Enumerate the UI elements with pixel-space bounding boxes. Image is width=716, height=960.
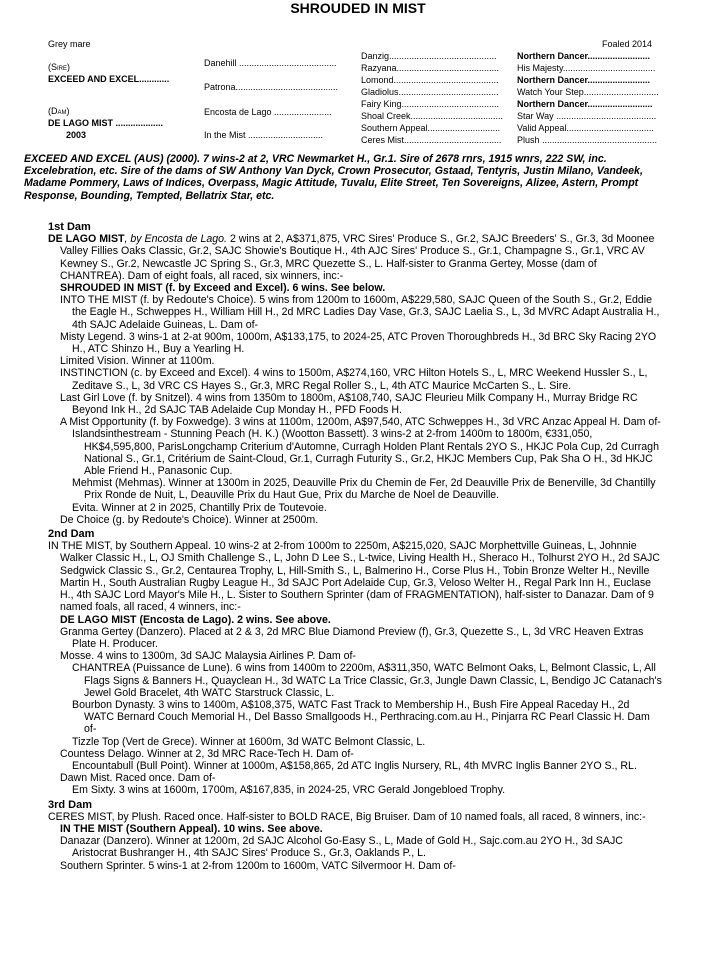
pedigree-ancestor: Star Way ........................................ bbox=[517, 111, 657, 121]
dam-entry bbox=[48, 233, 662, 282]
dam-entry: CERES MIST, by Plush. Raced once. Half-sister to BOLD RACE, Big Bruiser. Dam of 10 named foals, all raced, 8 winners, inc:- bbox=[48, 810, 646, 823]
dam-entry: IN THE MIST, by Southern Appeal. 10 wins-2 at 2-from 1000m to 2250m, A$215,020, SAJC Morphettville Guineas, L, Johnnie Walker Classic H., L, OJ Smith Challenge S., L, John D Lee S., L-twice, Living Health H., Sheraco H., Tolhurst 2YO H., 2d SAJC Sedgwick Classic S., Gr.2, Centaurea Trophy, L, Hill-Smith S., L, Balmerino H., Corse Plus H., Tobin Bronze Welter H., Neville Martin H., South Australian Rugby League H., 3d SAJC Port Adelaide Cup, Gr.3, Veloso Welter H., Regal Park Inn H., Euclase H., 4th SAJC Lord Mayor's Mile H., L. Sister to Southern Sprinter (dam of FRAGMENTATION), half-sister to Danazar. Dam of 9 named foals, all raced, 4 winners, inc:- bbox=[48, 540, 660, 614]
produce-entry: Bourbon Dynasty. 3 wins to 1400m, A$108,375, WATC Fast Track to Membership H., Bush Fire Appeal Raceday H., 2d WATC Bernard Couch Memorial H., Del Basso Smallgoods H., Perthracing.com.au H., Pinjarra RC Pearl Classic H. Dam of- bbox=[72, 698, 650, 736]
pedigree-gen4 bbox=[517, 50, 659, 146]
produce-entry: Islandsinthestream - Stunning Peach (H. K.) (Wootton Bassett). 3 wins-2 at 2-from 1400m to 1800m, €331,050, HK$4,595,800, ParisLongchamp Criterium d'Automne, Curragh Holden Plant Rentals 2YO S., HKJC Pola Cup, 2d Curragh National S., Gr.1, Critérium de Saint-Cloud, Gr.1, Curragh Futurity S., Gr.2, HKJC Members Cup, Pak Sha O H., 3d HKJC Able Friend H., Panasonic Cup. bbox=[72, 428, 659, 478]
sire-name: EXCEED AND EXCEL............ bbox=[48, 74, 170, 84]
sire-note: , by Encosta de Lago. bbox=[124, 233, 227, 246]
pedigree-ancestor: Lomond.......................................... bbox=[361, 75, 499, 85]
pedigree-ancestor: Southern Appeal............................. bbox=[361, 123, 501, 133]
pedigree-ancestor: Watch Your Step.............................. bbox=[517, 87, 659, 97]
pedigree-ancestor: Razyana......................................... bbox=[361, 63, 500, 73]
produce-entry: IN THE MIST (Southern Appeal). 10 wins. See above. bbox=[60, 822, 323, 835]
sire-label: (Sire) bbox=[48, 62, 70, 72]
pedigree-gen2: In the Mist .............................. bbox=[204, 130, 324, 140]
race-record: 2 wins at 2, A$371,875, VRC Sires' Produce S., Gr.2, SAJC Breeders' S., Gr.3, 3d Moonee Valley Fillies Oaks Classic, Gr.2, SAJC Showie's Boutique H., 4th AJC Sires' Produce S., Gr.1, Champagne S., Gr.1, VRC AV Kewney S., Gr.2, Newcastle JC Spring S., Gr.3, MRC Quezette S., L. Half-sister to Granma Gertey, Mosse (dam of CHANTREA). Dam of eight foals, all raced, six winners, inc:- bbox=[60, 233, 655, 282]
pedigree-ancestor: Fairy King....................................... bbox=[361, 99, 500, 109]
section-heading: 3rd Dam bbox=[48, 798, 93, 811]
section-heading: 1st Dam bbox=[48, 221, 91, 233]
section-heading: 2nd Dam bbox=[48, 528, 95, 541]
produce-entry: Evita. Winner at 2 in 2025, Chantilly Prix de Toutevoie. bbox=[72, 501, 327, 514]
page-title: SHROUDED IN MIST bbox=[290, 0, 426, 16]
horse-name: DE LAGO MIST bbox=[48, 233, 125, 246]
sire-summary: EXCEED AND EXCEL (AUS) (2000). 7 wins-2 at 2, VRC Newmarket H., Gr.1. Sire of 2678 rnrs, 1915 wnrs, 222 SW, inc. Excelebration, etc. Sire of the dams of SW Anthony Van Dyck, Crown Prosecutor, Gstaad, Tentyris, Justin Milano, Vandeek, Madame Pommery, Laws of Indices, Overpass, Magic Attitude, Tuvalu, Elite Street, Ten Sovereigns, Alizee, Astern, Prompt Response, Bounding, Tempted, Bellatrix Star, etc. bbox=[24, 153, 643, 202]
pedigree-gen3 bbox=[361, 50, 503, 146]
produce-entry: Last Girl Love (f. by Snitzel). 4 wins from 1350m to 1800m, A$108,740, SAJC Fleurieu Milk Company H., Murray Bridge RC Beyond Ink H., 2d SAJC TAB Adelaide Cup Monday H., PFD Foods H. bbox=[60, 391, 638, 417]
produce-entry: DE LAGO MIST (Encosta de Lago). 2 wins. See above. bbox=[60, 613, 331, 626]
produce-entry: CHANTREA (Puissance de Lune). 6 wins from 1400m to 2200m, A$311,350, WATC Belmont Oaks, L, Belmont Classic, L, All Flags Signs & Banners H., Quayclean H., 3d WATC La Trice Classic, Gr.3, Jungle Dawn Classic, L, Bendigo JC Catanach's Jewel Gold Bracelet, 4th WATC Starstruck Classic, L. bbox=[72, 662, 662, 699]
pedigree-ancestor: Plush .............................................. bbox=[517, 135, 658, 145]
produce-entry: Em Sixty. 3 wins at 1600m, 1700m, A$167,835, in 2024-25, VRC Gerald Jongebloed Trophy. bbox=[72, 784, 506, 797]
produce-entry: Countess Delago. Winner at 2, 3d MRC Race-Tech H. Dam of- bbox=[60, 747, 354, 760]
pedigree-ancestor: Northern Dancer.......................... bbox=[517, 99, 653, 109]
produce-entry: INTO THE MIST (f. by Redoute's Choice). 5 wins from 1200m to 1600m, A$229,580, SAJC Queen of the South S., Gr.2, Eddie the Eagle H., Schweppes H., William Hill H., 2d MRC Ladies Day Vase, Gr.3, SAJC Laelia S., L, 3d MVRC Adapt Australia H., 4th SAJC Adelaide Guineas, L. Dam of- bbox=[60, 294, 660, 331]
produce-entry: Granma Gertey (Danzero). Placed at 2 & 3, 2d MRC Blue Diamond Preview (f), Gr.3, Quezette S., L, 3d VRC Heaven Extras Plate H. Producer. bbox=[60, 625, 644, 650]
pedigree-ancestor: Northern Dancer......................... bbox=[517, 75, 651, 85]
produce-entry: Dawn Mist. Raced once. Dam of- bbox=[60, 772, 216, 785]
pedigree-gen2: Encosta de Lago ....................... bbox=[204, 107, 332, 117]
produce-entry: Danazar (Danzero). Winner at 1200m, 2d SAJC Alcohol Go-Easy S., L, Made of Gold H., Sajc.com.au 2YO H., 3d SAJC Aristocrat Bushranger H., 4th SAJC Sires' Produce S., Gr.3, Oaklands P., L. bbox=[60, 835, 623, 860]
produce-entry: Mehmist (Mehmas). Winner at 1300m in 2025, Deauville Prix du Chemin de Fer, 2d Deauville Prix de Benerville, 3d Chantilly Prix Ronde de Nuit, L, Deauville Prix du Haut Gue, Prix du Marche de Noel de Deauville. bbox=[72, 477, 656, 502]
pedigree-gen2: Danehill ....................................... bbox=[204, 58, 337, 68]
dam-year: 2003 bbox=[66, 130, 87, 140]
dam-name: DE LAGO MIST ................... bbox=[48, 118, 164, 128]
pedigree-ancestor: Danzig........................................... bbox=[361, 51, 497, 61]
pedigree-ancestor: Shoal Creek..................................... bbox=[361, 111, 504, 121]
pedigree-ancestor: Valid Appeal................................... bbox=[517, 123, 654, 133]
produce-entry: Misty Legend. 3 wins-1 at 2-at 900m, 1000m, A$133,175, to 2024-25, ATC Proven Thoroughbreds H., 3d BRC Sky Racing 2YO H., ATC Shinzo H., Buy a Yearling H. bbox=[60, 330, 657, 356]
produce-entry: Tizzle Top (Vert de Grece). Winner at 1600m, 3d WATC Belmont Classic, L. bbox=[72, 735, 426, 748]
produce-entry: Mosse. 4 wins to 1300m, 3d SAJC Malaysia Airlines P. Dam of- bbox=[60, 650, 356, 663]
produce-entry: Southern Sprinter. 5 wins-1 at 2-from 1200m to 1600m, VATC Silvermoor H. Dam of- bbox=[60, 859, 456, 872]
produce-entry: A Mist Opportunity (f. by Foxwedge). 3 wins at 1100m, 1200m, A$97,540, ATC Schweppes H., 3d VRC Anzac Appeal H. Dam of- bbox=[60, 416, 661, 429]
pedigree-ancestor: Gladiolus........................................ bbox=[361, 87, 499, 97]
produce-entry: INSTINCTION (c. by Exceed and Excel). 4 wins to 1500m, A$274,160, VRC Hilton Hotels S., L, MRC Weekend Hussler S., L, Zeditave S., L, 3d VRC CS Hayes S., Gr.3, MRC Regal Roller S., L, 4th ATC Maurice McCarten S., L. Sire. bbox=[60, 367, 648, 392]
produce-entry: Limited Vision. Winner at 1100m. bbox=[60, 355, 215, 368]
colour-sex: Grey mare bbox=[48, 39, 91, 49]
foaled-year: Foaled 2014 bbox=[602, 39, 653, 49]
pedigree-ancestor: Ceres Mist....................................... bbox=[361, 135, 502, 145]
pedigree-ancestor: Northern Dancer......................... bbox=[517, 51, 651, 61]
first-dam-section bbox=[48, 221, 662, 872]
pedigree-gen2: Patrona......................................... bbox=[204, 82, 339, 92]
produce-entry: SHROUDED IN MIST (f. by Exceed and Excel). 6 wins. See below. bbox=[60, 282, 386, 295]
dam-label: (Dam) bbox=[48, 106, 70, 116]
produce-entry: De Choice (g. by Redoute's Choice). Winner at 2500m. bbox=[60, 513, 319, 526]
produce-entry: Encountabull (Bull Point). Winner at 1000m, A$158,865, 2d ATC Inglis Nursery, RL, 4th MVRC Inglis Banner 2YO S., RL. bbox=[72, 759, 637, 772]
pedigree-ancestor: His Majesty..................................... bbox=[517, 63, 656, 73]
